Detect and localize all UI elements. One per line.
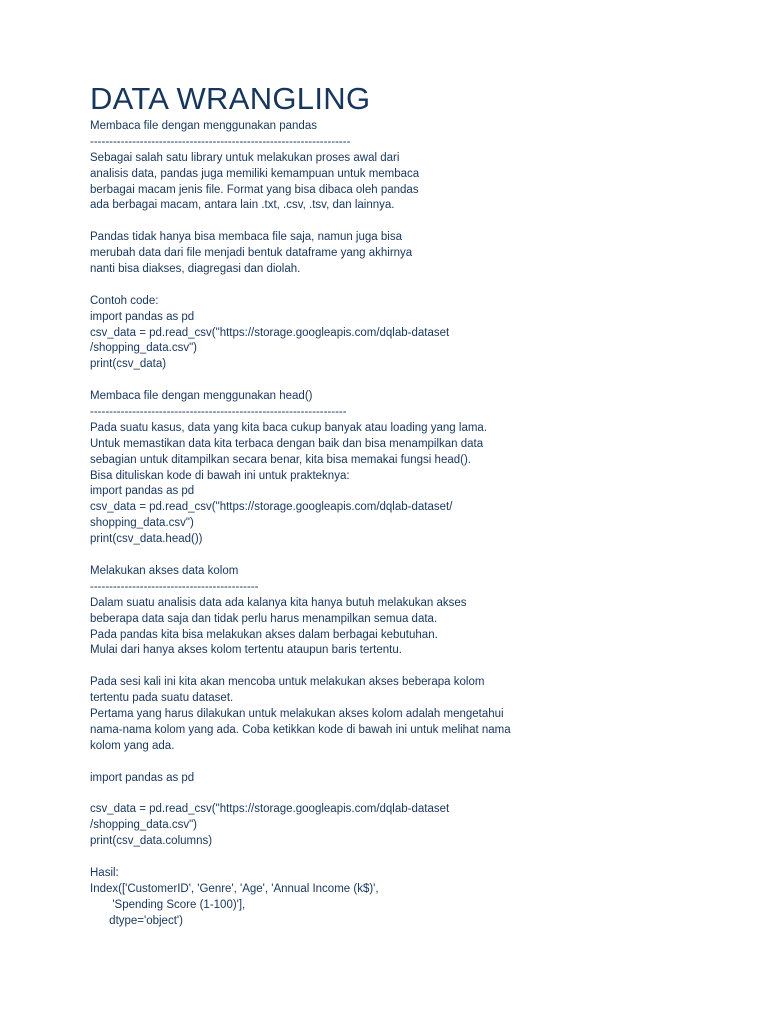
text-line: Pada sesi kali ini kita akan mencoba untuk melakukan akses beberapa kolom <box>90 676 485 689</box>
text-line: Untuk memastikan data kita terbaca dengan baik dan bisa menampilkan data <box>90 437 484 450</box>
text-line: Melakukan akses data kolom <box>90 564 239 577</box>
text-line: -------------------------------------------------------------------- <box>90 135 351 148</box>
text-line: csv_data = pd.read_csv("https://storage.googleapis.com/dqlab-dataset/ <box>90 501 453 514</box>
text-line: Hasil: <box>90 866 119 879</box>
text-line: merubah data dari file menjadi bentuk dataframe yang akhirnya <box>90 247 413 260</box>
text-line: print(csv_data) <box>90 358 167 371</box>
document-body <box>90 119 690 929</box>
text-line: berbagai macam jenis file. Format yang bisa dibaca oleh pandas <box>90 183 419 196</box>
blank-line <box>90 214 690 230</box>
text-line: Pada pandas kita bisa melakukan akses dalam berbagai kebutuhan. <box>90 628 438 641</box>
text-line: ------------------------------------------------------------------- <box>90 406 347 419</box>
blank-line <box>90 850 690 866</box>
text-line: Dalam suatu analisis data ada kalanya kita hanya butuh melakukan akses <box>90 596 467 609</box>
text-line: import pandas as pd <box>90 485 195 498</box>
text-line: dtype='object') <box>90 914 183 927</box>
text-line: Pada suatu kasus, data yang kita baca cukup banyak atau loading yang lama. <box>90 421 488 434</box>
text-line: -------------------------------------------- <box>90 580 259 593</box>
text-line: nama-nama kolom yang ada. Coba ketikkan kode di bawah ini untuk melihat nama <box>90 723 511 736</box>
text-line: sebagian untuk ditampilkan secara benar, kita bisa memakai fungsi head(). <box>90 453 471 466</box>
text-line: print(csv_data.columns) <box>90 835 213 848</box>
text-line: 'Spending Score (1-100)'], <box>90 898 246 911</box>
text-line: Sebagai salah satu library untuk melakukan proses awal dari <box>90 151 400 164</box>
text-line: nanti bisa diakses, diagregasi dan diolah. <box>90 263 301 276</box>
text-line: Mulai dari hanya akses kolom tertentu ataupun baris tertentu. <box>90 644 402 657</box>
text-line: /shopping_data.csv") <box>90 819 198 832</box>
blank-line <box>90 786 690 802</box>
text-line: kolom yang ada. <box>90 739 175 752</box>
text-line: tertentu pada suatu dataset. <box>90 692 234 705</box>
text-line: Pertama yang harus dilakukan untuk melakukan akses kolom adalah mengetahui <box>90 707 504 720</box>
text-line: Index(['CustomerID', 'Genre', 'Age', 'Annual Income (k$)', <box>90 882 379 895</box>
text-line: /shopping_data.csv") <box>90 342 198 355</box>
blank-line <box>90 659 690 675</box>
text-line: Membaca file dengan menggunakan head() <box>90 390 313 403</box>
document-title: DATA WRANGLING <box>90 81 371 116</box>
text-line: Bisa dituliskan kode di bawah ini untuk prakteknya: <box>90 469 350 482</box>
text-line: Contoh code: <box>90 294 159 307</box>
text-line: import pandas as pd <box>90 771 195 784</box>
blank-line <box>90 755 690 771</box>
text-line: ada berbagai macam, antara lain .txt, .csv, .tsv, dan lainnya. <box>90 199 395 212</box>
blank-line <box>90 373 690 389</box>
text-line: csv_data = pd.read_csv("https://storage.googleapis.com/dqlab-dataset <box>90 803 450 816</box>
text-line: beberapa data saja dan tidak perlu harus menampilkan semua data. <box>90 612 438 625</box>
text-line: shopping_data.csv") <box>90 517 194 530</box>
blank-line <box>90 548 690 564</box>
text-line: csv_data = pd.read_csv("https://storage.googleapis.com/dqlab-dataset <box>90 326 450 339</box>
blank-line <box>90 278 690 294</box>
text-line: print(csv_data.head()) <box>90 533 203 546</box>
text-line: Pandas tidak hanya bisa membaca file saja, namun juga bisa <box>90 231 402 244</box>
text-line: Membaca file dengan menggunakan pandas <box>90 120 317 132</box>
text-line: analisis data, pandas juga memiliki kemampuan untuk membaca <box>90 167 420 180</box>
text-line: import pandas as pd <box>90 310 195 323</box>
